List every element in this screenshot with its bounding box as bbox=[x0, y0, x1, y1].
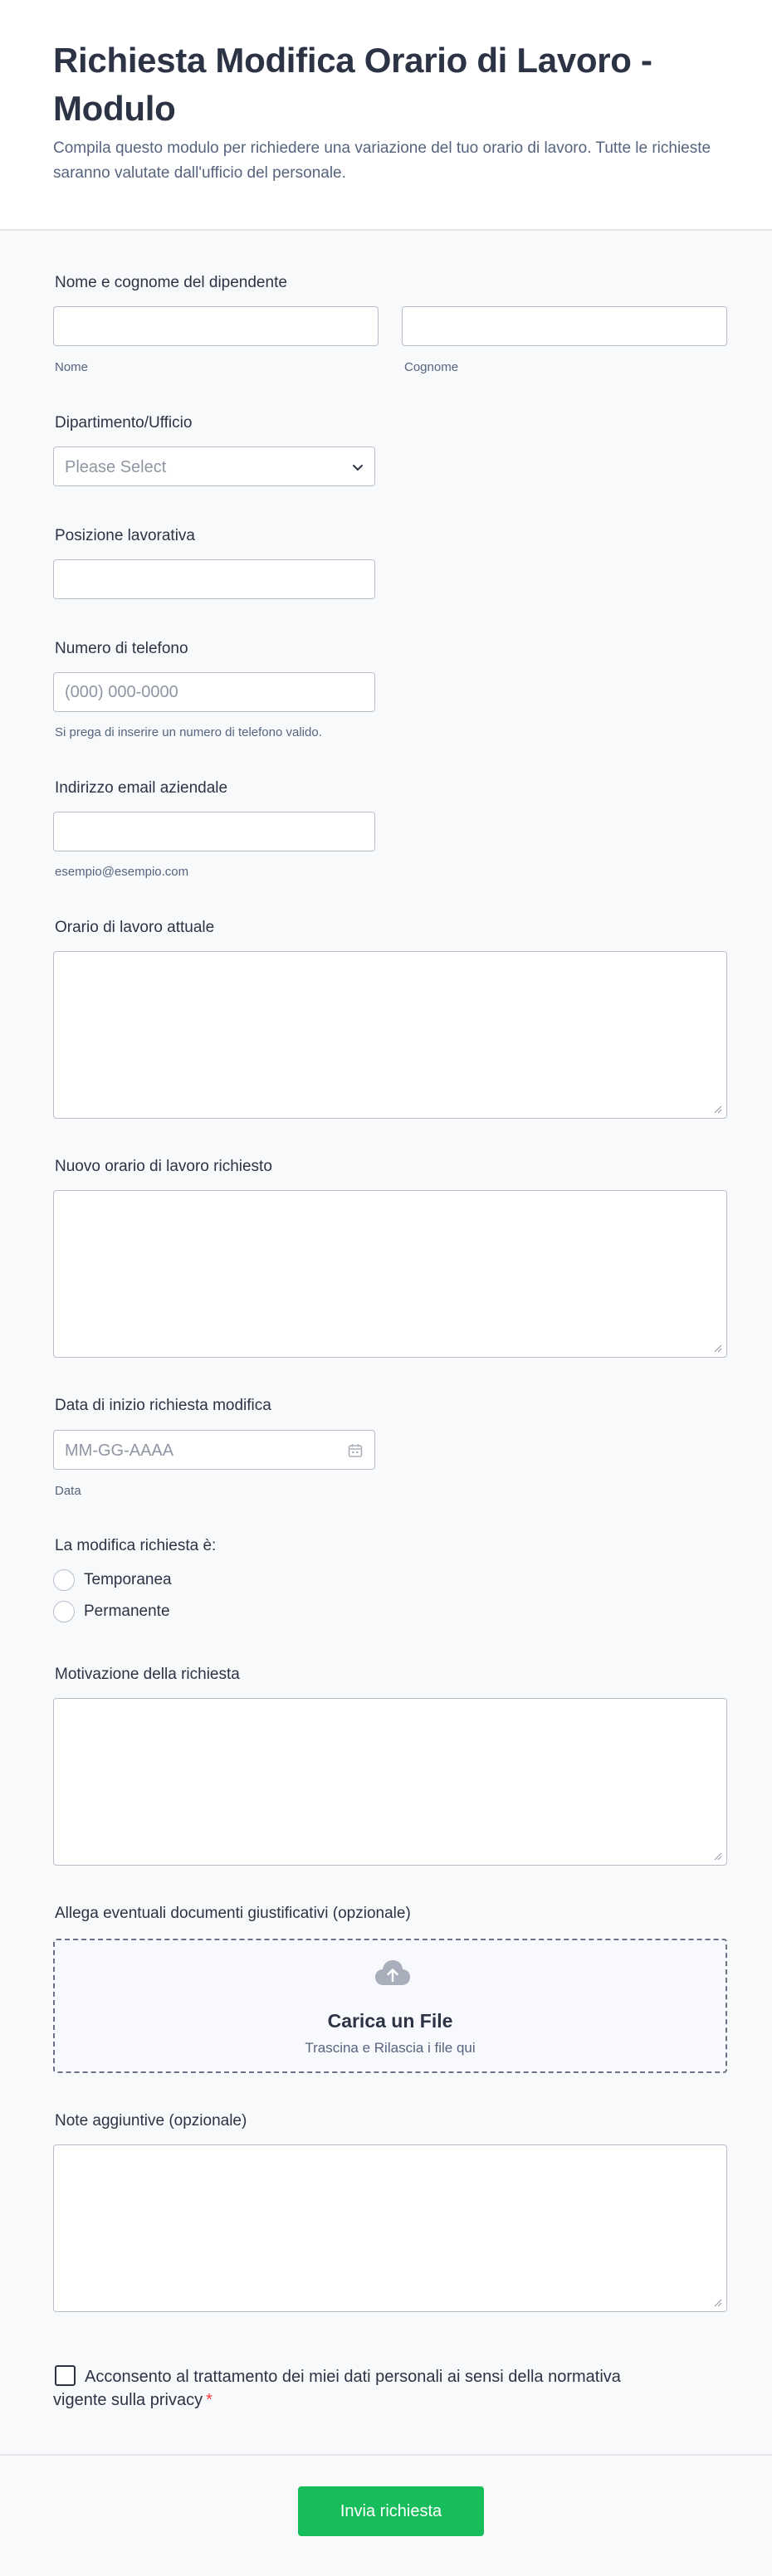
radio-label: Temporanea bbox=[84, 1571, 172, 1588]
chevron-down-icon bbox=[351, 461, 364, 474]
motivation-label: Motivazione della richiesta bbox=[55, 1666, 240, 1683]
change-type-label: La modifica richiesta è: bbox=[55, 1537, 217, 1554]
department-selected-value: Please Select bbox=[65, 458, 167, 476]
radio-button[interactable] bbox=[53, 1601, 75, 1622]
file-upload-dropzone[interactable] bbox=[53, 1939, 727, 2073]
radio-label: Permanente bbox=[84, 1603, 170, 1620]
cloud-upload-icon bbox=[374, 1959, 412, 1988]
first-name-sublabel: Nome bbox=[55, 360, 89, 374]
notes-label: Note aggiuntive (opzionale) bbox=[55, 2112, 247, 2130]
start-date-input[interactable] bbox=[53, 1430, 375, 1470]
email-label: Indirizzo email aziendale bbox=[55, 779, 228, 797]
full-name-label: Nome e cognome del dipendente bbox=[55, 274, 287, 291]
attachments-label: Allega eventuali documenti giustificativi (opzionale) bbox=[55, 1905, 411, 1922]
position-input[interactable] bbox=[53, 559, 375, 599]
consent-checkbox[interactable] bbox=[55, 2365, 76, 2386]
radio-button[interactable] bbox=[53, 1569, 75, 1591]
start-date-sublabel: Data bbox=[55, 1484, 81, 1498]
calendar-icon[interactable] bbox=[347, 1442, 364, 1459]
current-schedule-textarea[interactable] bbox=[53, 951, 727, 1119]
new-schedule-textarea[interactable] bbox=[53, 1190, 727, 1358]
required-marker: * bbox=[206, 2391, 213, 2409]
current-schedule-label: Orario di lavoro attuale bbox=[55, 919, 215, 936]
last-name-input[interactable] bbox=[402, 306, 727, 346]
notes-textarea[interactable] bbox=[53, 2144, 727, 2312]
footer-divider bbox=[0, 2454, 772, 2456]
first-name-input[interactable] bbox=[53, 306, 379, 346]
new-schedule-label: Nuovo orario di lavoro richiesto bbox=[55, 1158, 272, 1175]
upload-subtitle: Trascina e Rilascia i file qui bbox=[305, 2040, 476, 2056]
last-name-sublabel: Cognome bbox=[404, 360, 459, 374]
department-select[interactable] bbox=[53, 446, 375, 486]
motivation-textarea[interactable] bbox=[53, 1698, 727, 1866]
phone-input[interactable] bbox=[53, 672, 375, 712]
form-header bbox=[0, 0, 772, 231]
position-label: Posizione lavorativa bbox=[55, 527, 195, 544]
email-input[interactable] bbox=[53, 812, 375, 851]
page-title: Richiesta Modifica Orario di Lavoro - Modulo bbox=[53, 41, 652, 128]
consent-label bbox=[53, 2365, 634, 2412]
submit-button[interactable]: Invia richiesta bbox=[298, 2486, 484, 2536]
department-label: Dipartimento/Ufficio bbox=[55, 414, 193, 432]
consent-text: Acconsento al trattamento dei miei dati personali ai sensi della normativa vigente sulla privacy bbox=[53, 2368, 621, 2409]
upload-title: Carica un File bbox=[327, 2010, 453, 2032]
phone-hint: Si prega di inserire un numero di telefono valido. bbox=[55, 725, 322, 739]
page-subtitle: Compila questo modulo per richiedere una variazione del tuo orario di lavoro. Tutte le richieste saranno valutate dall'ufficio del personale. bbox=[53, 139, 711, 182]
start-date-label: Data di inizio richiesta modifica bbox=[55, 1397, 271, 1414]
email-hint: esempio@esempio.com bbox=[55, 865, 189, 879]
start-date-placeholder: MM-GG-AAAA bbox=[65, 1442, 174, 1460]
phone-label: Numero di telefono bbox=[55, 640, 188, 657]
